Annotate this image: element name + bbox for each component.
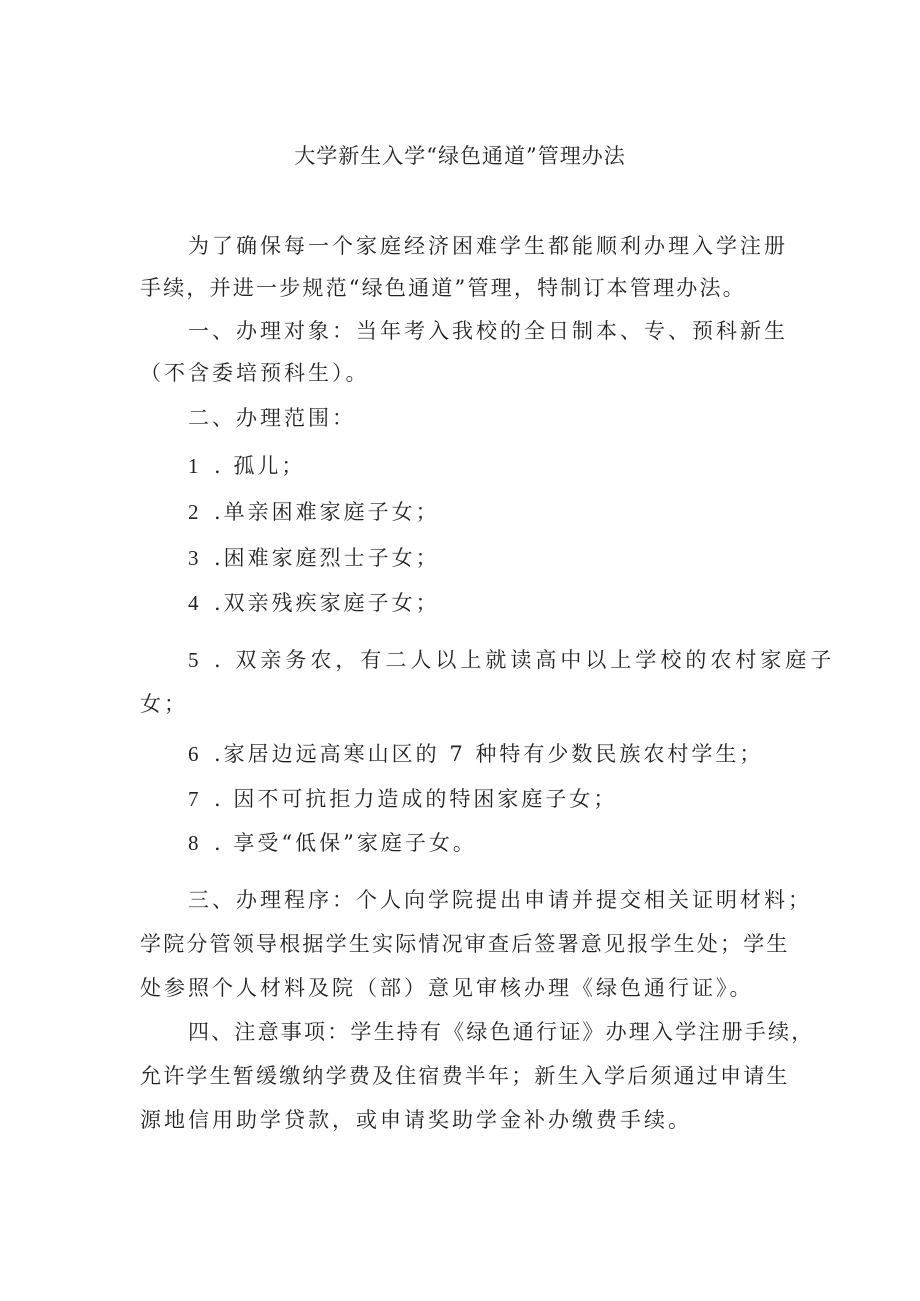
section1-line-1: 一、办理对象：当年考入我校的全日制本、专、预科新生 [188,319,788,343]
list-item-text: .困难家庭烈士子女； [214,546,440,570]
document-title: 大学新生入学“绿色通道”管理办法 [294,144,626,168]
list-item [188,496,800,528]
list-item-number: 8 [188,831,202,855]
section4-line-1: 四、注意事项：学生持有《绿色通行证》办理入学注册手续， [188,1020,815,1044]
list-item-number: 7 [188,787,202,811]
section4-line-2: 允许学生暂缓缴纳学费及住宿费半年；新生入学后须通过申请生 [140,1064,790,1088]
list-item [188,783,800,815]
list-item-text: .双亲残疾家庭子女； [214,591,440,615]
list-item-text: .单亲困难家庭子女； [214,500,440,524]
section3-line-2: 学院分管领导根据学生实际情况审查后签署意见报学生处；学生 [140,932,790,956]
list-item [188,542,800,574]
list-item-text: . 双亲务农，有二人以上就读高中以上学校的农村家庭子 [214,648,836,672]
intro-line-1: 为了确保每一个家庭经济困难学生都能顺利办理入学注册 [188,234,788,258]
list-item [188,587,800,619]
list-item-text: . 因不可抗拒力造成的特困家庭子女； [214,787,618,811]
list-item-number: 5 [188,648,203,672]
list-item-number: 2 [188,500,202,524]
list-item-number: 6 [188,742,202,766]
section1-line-2: （不含委培预科生）。 [140,361,370,385]
list-item-number: 1 [188,454,202,478]
intro-line-2: 手续，并进一步规范“绿色通道”管理，特制订本管理办法。 [140,276,746,300]
list-item-continuation: 女； [140,692,188,716]
section4-line-3: 源地信用助学贷款，或申请奖助学金补办缴费手续。 [140,1108,692,1132]
list-item [188,738,800,770]
section3-line-3: 处参照个人材料及院（部）意见审核办理《绿色通行证》。 [140,976,754,1000]
list-item [188,644,836,676]
section2-heading: 二、办理范围： [188,406,356,430]
section3-line-1: 三、办理程序：个人向学院提出申请并提交相关证明材料； [188,888,812,912]
list-item-text: . 孤儿； [214,454,306,478]
list-item-number: 4 [188,591,202,615]
list-item-number: 3 [188,546,202,570]
list-item-text: .家居边远高寒山区的 7 种特有少数民族农村学生； [214,742,764,766]
list-item [188,827,800,859]
list-item-text: . 享受“低保”家庭子女。 [214,831,477,855]
list-item [188,450,800,482]
